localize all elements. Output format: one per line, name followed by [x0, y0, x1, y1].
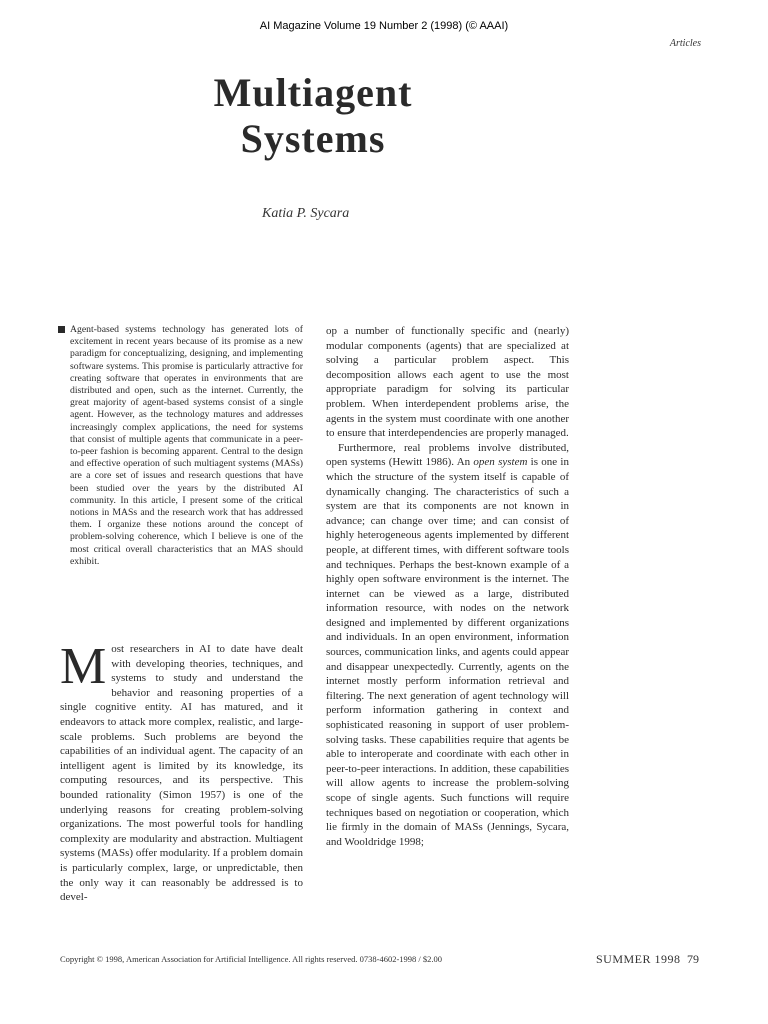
body-right-paragraph-2: [326, 441, 569, 850]
abstract: [70, 324, 303, 568]
copyright-notice: Copyright © 1998, American Association for Artificial Intelligence. All rights reserved. 0738-4602-1998 / $2.00: [60, 954, 443, 964]
body-right-paragraph-1: op a number of functionally specific and (nearly) modular components (agents) that are specialized at solving a particular problem aspect. This decomposition allows each agent to use the most appropriate paradigm for solving its particular problem. When interdependent problems arise, the agents in the system must coordinate with one another to ensure that interdependencies are properly managed.: [326, 325, 569, 440]
title-line-1: Multiagent: [213, 70, 413, 115]
paragraph-2-rest: is one in which the structure of the system itself is capable of dynamically changing. The characteristics of such a system are that its components are not known in advance; can change over time; and can consist of highly heterogeneous agents implemented by different people, at different times, with different software tools and techniques. Perhaps the best-known example of a highly open software environment is the internet. The internet can be viewed as a large, distributed information resource, with nodes on the network designed and implemented by different organizations and individuals. In an open environment, information sources, communication links, and agents could appear and disappear unexpectedly. Currently, agents on the internet mostly perform information retrieval and filtering. The next generation of agent technology will perform information gathering in context and sophisticated reasoning in support of user problem-solving tasks. These capabilities require that agents be able to interoperate and coordinate with each other in peer-to-peer interactions. In addition, these capabilities will allow agents to increase the problem-solving scope of single agents. Such functions will require techniques based on negotiation or cooperation, which lie firmly in the domain of MASs (Jennings, Sycara, and Wooldridge 1998;: [326, 456, 569, 848]
body-column-left: [60, 638, 303, 905]
journal-banner: AI Magazine Volume 19 Number 2 (1998) (© AAAI): [259, 20, 509, 32]
body-left-text: ost researchers in AI to date have dealt with developing theories, techniques, and systems to study and understand the behavior and reasoning properties of a single cognitive entity. AI has matured, and it endeavors to attack more complex, realistic, and large-scale problems. Such problems are beyond the capabilities of an individual agent. The capacity of an intelligent agent is limited by its knowledge, its computing resources, and its perspective. This bounded rationality (Simon 1957) is one of the underlying reasons for creating problem-solving organizations. The most powerful tools for handling complexity are modularity and abstraction. Multiagent systems (MASs) offer modularity. If a problem domain is particularly complex, large, or unpredictable, then the only way it can reasonably be addressed is to devel-: [60, 643, 303, 904]
section-label: Articles: [669, 38, 701, 49]
author-name: Katia P. Sycara: [262, 206, 350, 221]
paragraph-2-start: Furthermore, real problems involve distributed, open systems (Hewitt 1986). An: [326, 441, 569, 469]
page-number: 79: [687, 952, 699, 966]
issue-label: SUMMER 1998: [596, 952, 681, 966]
abstract-bullet-icon: [58, 326, 65, 333]
title-line-2: Systems: [240, 116, 386, 161]
article-title: [213, 70, 413, 162]
open-system-term: open system: [473, 456, 528, 469]
drop-cap: M: [60, 638, 107, 695]
body-column-right: [326, 324, 569, 849]
abstract-text: Agent-based systems technology has generated lots of excitement in recent years because of its promise as a new paradigm for conceptualizing, designing, and implementing software systems. This promise is particularly attractive for creating software that operates in environments that are distributed and open, such as the internet. Currently, the great majority of agent-based systems consist of a single agent. However, as the technology matures and addresses increasingly complex applications, the need for systems that consist of multiple agents that communicate in a peer-to-peer fashion is becoming apparent. Central to the design and effective operation of such multiagent systems (MASs) are a core set of issues and research questions that have been studied over the years by the distributed AI community. In this article, I present some of the critical notions in MASs and the research work that has addressed them. I organize these notions around the concept of problem-solving coherence, which I believe is one of the most critical overall characteristics that an MAS should exhibit.: [70, 324, 303, 567]
